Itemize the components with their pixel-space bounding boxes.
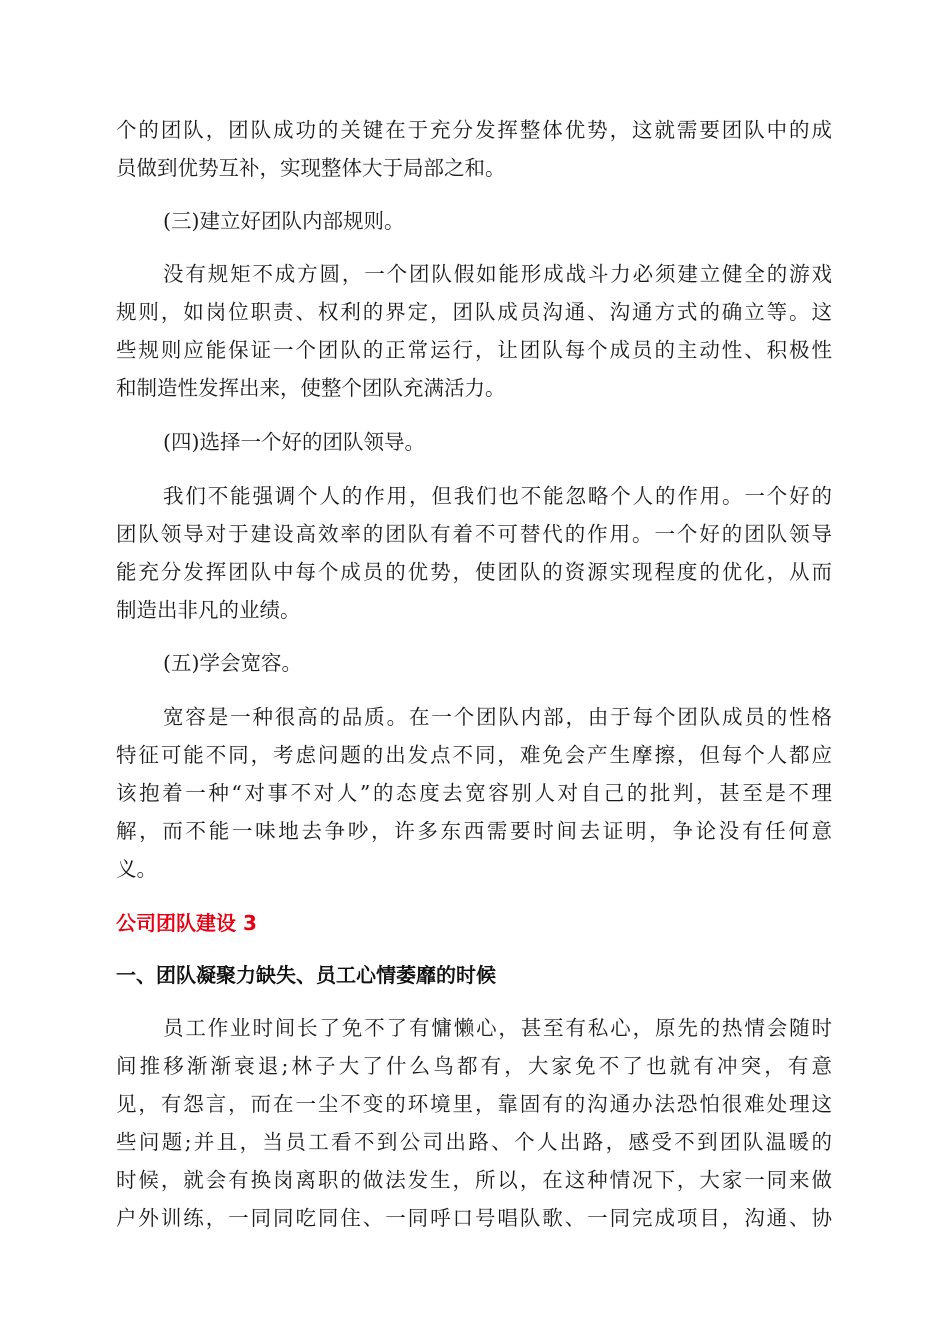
text-line: 解，而不能一味地去争吵，许多东西需要时间去证明，争论没有任何意 <box>116 819 832 843</box>
text-line: 该抱着一种“对事不对人”的态度去宽容别人对自己的批判，甚至是不理 <box>116 781 832 805</box>
text-line: 些规则应能保证一个团队的正常运行，让团队每个成员的主动性、积极性 <box>116 338 832 362</box>
text-line: 能充分发挥团队中每个成员的优势，使团队的资源实现程度的优化，从而 <box>116 560 832 584</box>
list-heading: (四)选择一个好的团队领导。 <box>163 430 425 454</box>
subsection-title: 一、团队凝聚力缺失、员工心情萎靡的时候 <box>116 963 496 987</box>
text-line: 团队领导对于建设高效率的团队有着不可替代的作用。一个好的团队领导 <box>116 522 832 546</box>
text-line: 制造出非凡的业绩。 <box>116 598 301 622</box>
text-line: 见，有怨言，而在一尘不变的环境里，靠固有的沟通办法恐怕很难处理这 <box>116 1092 832 1116</box>
list-heading: (五)学会宽容。 <box>163 651 302 675</box>
text-line: 特征可能不同，考虑问题的出发点不同，难免会产生摩擦，但每个人都应 <box>116 743 832 767</box>
text-line: 员工作业时间长了免不了有慵懒心，甚至有私心，原先的热情会随时 <box>163 1016 832 1040</box>
text-line: 我们不能强调个人的作用，但我们也不能忽略个人的作用。一个好的 <box>163 484 832 508</box>
text-line: 户外训练，一同同吃同住、一同呼口号唱队歌、一同完成项目，沟通、协 <box>116 1206 832 1230</box>
text-line: 些问题;并且，当员工看不到公司出路、个人出路，感受不到团队温暖的 <box>116 1130 832 1154</box>
list-heading: (三)建立好团队内部规则。 <box>163 209 405 233</box>
text-line: 间推移渐渐衰退;林子大了什么鸟都有，大家免不了也就有冲突，有意 <box>116 1054 832 1078</box>
section-title: 公司团队建设 3 <box>116 911 257 935</box>
text-line: 个的团队，团队成功的关键在于充分发挥整体优势，这就需要团队中的成 <box>116 118 832 142</box>
text-line: 时候，就会有换岗离职的做法发生，所以，在这种情况下，大家一同来做 <box>116 1168 832 1192</box>
text-line: 没有规矩不成方圆，一个团队假如能形成战斗力必须建立健全的游戏 <box>163 262 832 286</box>
text-line: 员做到优势互补，实现整体大于局部之和。 <box>116 156 506 180</box>
text-line: 宽容是一种很高的品质。在一个团队内部，由于每个团队成员的性格 <box>163 705 832 729</box>
text-line: 规则，如岗位职责、权利的界定，团队成员沟通、沟通方式的确立等。这 <box>116 300 832 324</box>
text-line: 义。 <box>116 857 157 881</box>
text-line: 和制造性发挥出来，使整个团队充满活力。 <box>116 376 506 400</box>
